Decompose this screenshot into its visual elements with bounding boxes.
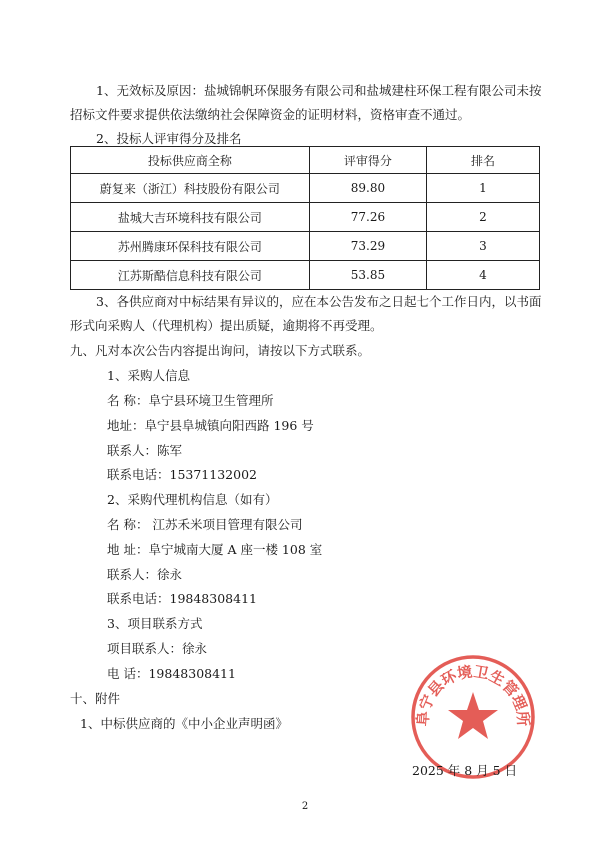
buyer-name: 名 称：阜宁县环境卫生管理所 [107,393,274,408]
project-heading: 3、项目联系方式 [107,616,203,631]
table-header-row [71,147,540,174]
supplier-rank: 1 [427,174,540,203]
buyer-heading: 1、采购人信息 [107,368,190,383]
supplier-rank: 2 [427,203,540,232]
section9-heading: 九、凡对本次公告内容提出询问，请按以下方式联系。 [70,343,371,358]
supplier-rank: 4 [427,261,540,290]
table-row [71,232,540,261]
table-row [71,174,540,203]
seal-text-path: 阜宁县环境卫生管理所 [413,662,533,727]
header-score: 评审得分 [309,147,426,174]
buyer-address: 地址：阜宁县阜城镇向阳西路 196 号 [107,418,314,433]
project-contact: 项目联系人：徐永 [107,641,208,656]
page-number: 2 [301,801,309,812]
supplier-score: 89.80 [309,174,426,203]
agent-contact: 联系人：徐永 [107,567,183,582]
seal-star-icon [448,692,498,739]
section10-heading: 十、附件 [70,691,121,706]
supplier-score: 73.29 [309,232,426,261]
buyer-contact: 联系人：陈军 [107,443,183,458]
supplier-name: 盐城大吉环境科技有限公司 [71,203,310,232]
signing-date: 2025 年 8 月 5 日 [412,763,518,778]
header-supplier: 投标供应商全称 [71,147,310,174]
project-phone: 电 话：19848308411 [107,666,236,681]
agent-name: 名 称： 江苏禾米项目管理有限公司 [107,517,303,532]
scores-heading: 2、投标人评审得分及排名 [96,131,242,146]
buyer-phone: 联系电话：15371132002 [107,467,257,482]
para1-line1: 1、无效标及原因：盐城锦帆环保服务有限公司和盐城建柱环保工程有限公司未按 [96,83,542,98]
agent-phone: 联系电话：19848308411 [107,591,257,606]
supplier-score: 77.26 [309,203,426,232]
para3-line2: 形式向采购人（代理机构）提出质疑，逾期将不再受理。 [70,318,383,333]
attachment-item: 1、中标供应商的《中小企业声明函》 [80,716,288,731]
supplier-name: 苏州腾康环保科技有限公司 [71,232,310,261]
supplier-name: 江苏斯酷信息科技有限公司 [71,261,310,290]
header-rank: 排名 [427,147,540,174]
table-row [71,203,540,232]
agent-address: 地 址：阜宁城南大厦 A 座一楼 108 室 [107,542,323,557]
table-row [71,261,540,290]
para3-line1: 3、各供应商对中标结果有异议的，应在本公告发布之日起七个工作日内，以书面 [96,294,542,309]
supplier-rank: 3 [427,232,540,261]
para1-line2: 招标文件要求提供依法缴纳社会保障资金的证明材料，资格审查不通过。 [70,107,471,122]
agent-heading: 2、采购代理机构信息（如有） [107,492,278,507]
supplier-score: 53.85 [309,261,426,290]
supplier-name: 蔚复来（浙江）科技股份有限公司 [71,174,310,203]
scores-table [70,146,540,290]
